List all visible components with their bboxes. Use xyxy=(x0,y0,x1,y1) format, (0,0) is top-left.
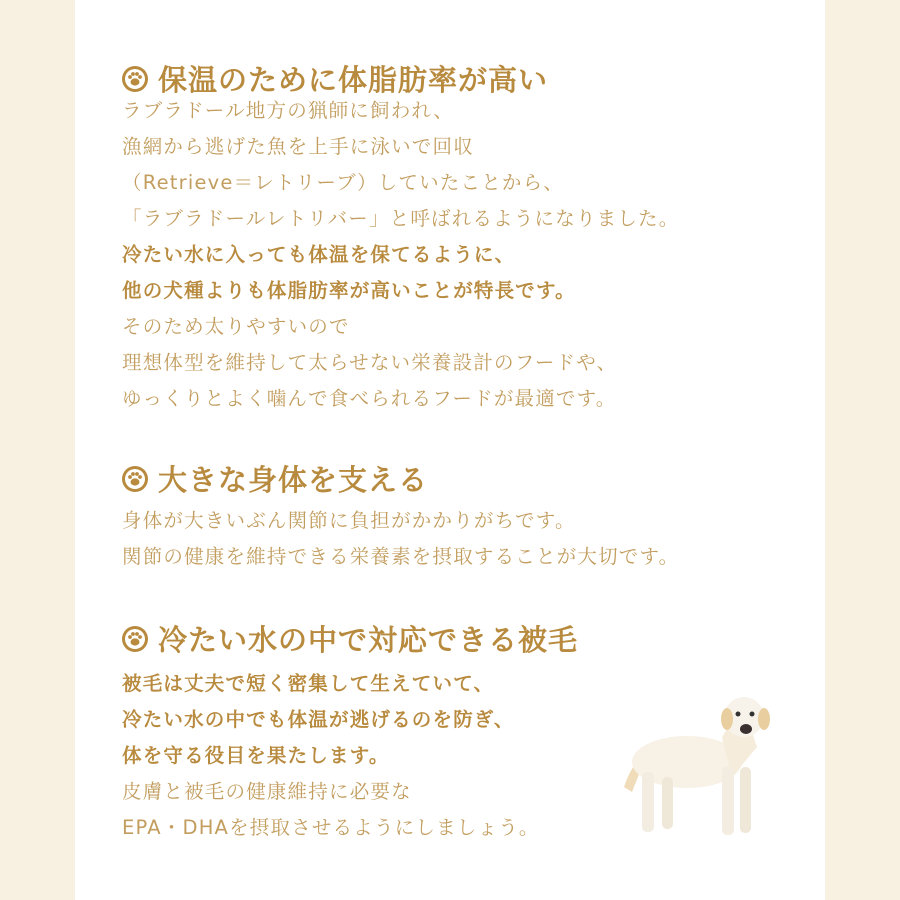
section-heading xyxy=(122,458,428,499)
paw-icon xyxy=(122,466,148,492)
section-heading-text: 大きな身体を支える xyxy=(158,463,429,497)
section-heading xyxy=(122,618,578,659)
section-heading-text: 冷たい水の中で対応できる被毛 xyxy=(158,623,579,657)
labrador-dog-image xyxy=(612,692,792,842)
body-text-line: ゆっくりとよく噛んで食べられるフードが最適です。 xyxy=(122,387,617,410)
body-text-line: ラブラドール地方の猟師に飼われ、 xyxy=(122,99,454,122)
paw-icon xyxy=(122,66,148,92)
section-heading xyxy=(122,58,548,99)
body-text-line: 体を守る役目を果たします。 xyxy=(122,744,390,767)
body-text-line: 冷たい水に入っても体温を保てるように、 xyxy=(122,243,516,266)
body-text-line: 関節の健康を維持できる栄養素を摂取することが大切です。 xyxy=(122,545,680,568)
body-text-line: 被毛は丈夫で短く密集して生えていて、 xyxy=(122,672,495,695)
body-text-line: 身体が大きいぶん関節に負担がかかりがちです。 xyxy=(122,509,576,532)
body-text-line: EPA・DHAを摂取させるようにしましょう。 xyxy=(122,816,540,839)
body-text-line: 皮膚と被毛の健康維持に必要な xyxy=(122,780,412,803)
body-text-line: 「ラブラドールレトリバー」と呼ばれるようになりました。 xyxy=(122,207,680,230)
body-text-line: 他の犬種よりも体脂肪率が高いことが特長です。 xyxy=(122,279,576,302)
body-text-line: （Retrieve＝レトリーブ）していたことから、 xyxy=(122,171,565,194)
body-text-line: そのため太りやすいので xyxy=(122,315,350,338)
paw-icon xyxy=(122,626,148,652)
section-heading-text: 保温のために体脂肪率が高い xyxy=(158,63,549,97)
body-text-line: 理想体型を維持して太らせない栄養設計のフードや、 xyxy=(122,351,618,374)
body-text-line: 冷たい水の中でも体温が逃げるのを防ぎ、 xyxy=(122,708,515,731)
body-text-line: 漁網から逃げた魚を上手に泳いで回収 xyxy=(122,135,474,158)
